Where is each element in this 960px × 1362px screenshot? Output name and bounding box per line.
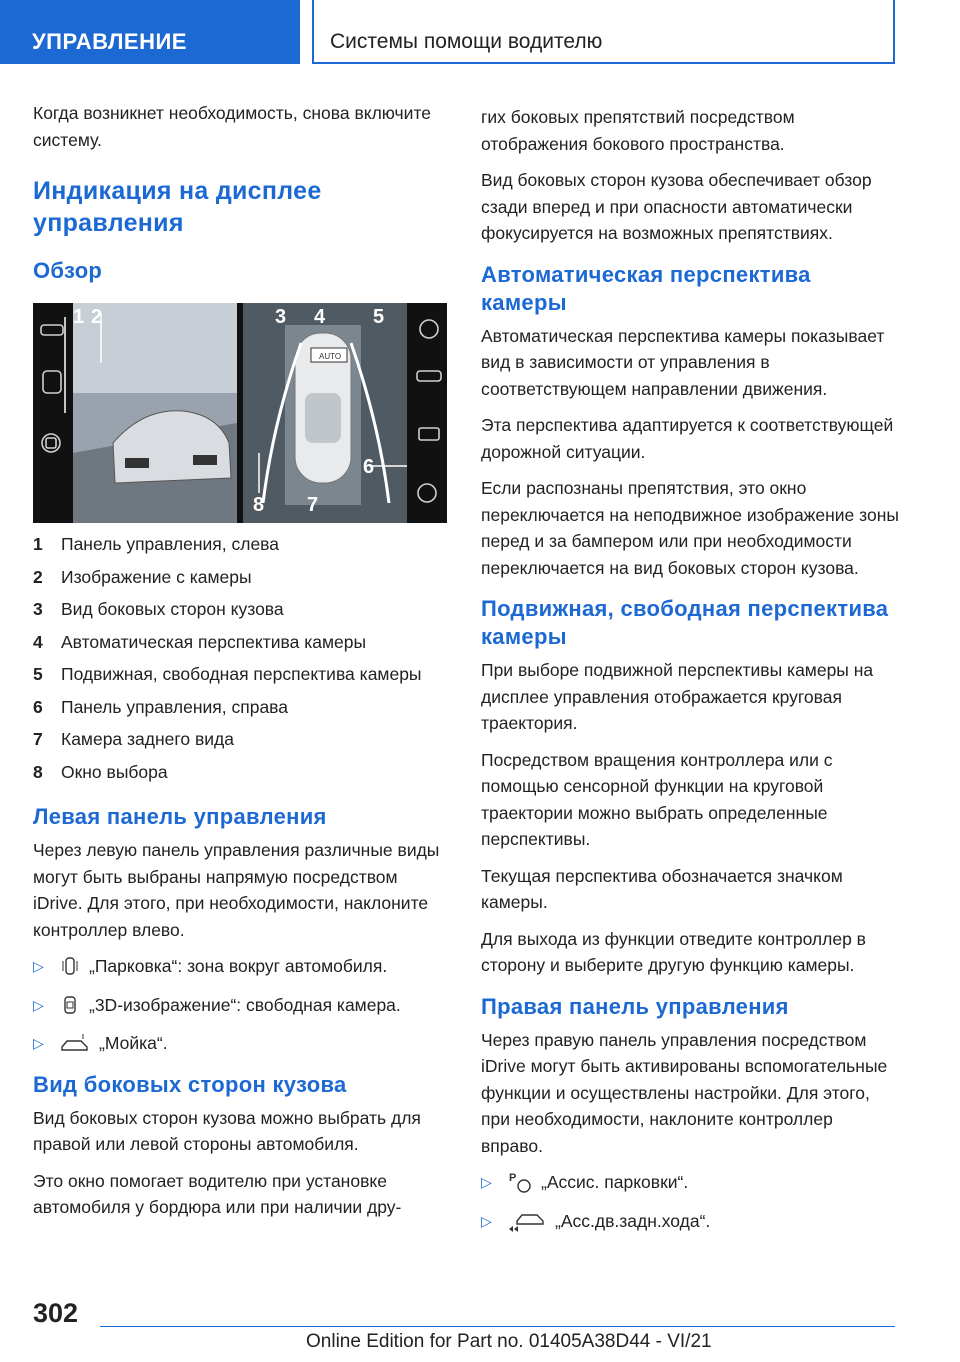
- callout-5: 5: [373, 306, 385, 328]
- right-panel-options: [481, 1169, 899, 1234]
- camera-display-illustration: [33, 303, 447, 523]
- left-column: [33, 100, 451, 1231]
- auto-paragraph-1: Автоматическая перспектива камеры показывает вид в зависимости от управления в соответствующем направлении движения.: [481, 325, 885, 399]
- callout-7: 7: [307, 494, 319, 516]
- auto-paragraph-3: Если распознаны препятствия, это окно переключается на неподвижное изображение зоны перед и за бампером или при необходимости переключается на вид боковых сторон кузова.: [481, 478, 899, 578]
- left-panel-options: [33, 953, 451, 1057]
- legend-item: 2 Изображение с камеры: [33, 566, 252, 587]
- callout-2: 2: [91, 306, 103, 328]
- heading-display-indication: Индикация на дисплее управления: [33, 177, 322, 237]
- footer-divider: [100, 1326, 895, 1327]
- legend-item: 6 Панель управления, справа: [33, 696, 289, 717]
- heading-overview: Обзор: [33, 258, 103, 283]
- svg-text:P: P: [509, 1172, 517, 1185]
- list-item: ▷ P „Ассис. парковки“.: [481, 1169, 899, 1196]
- left-panel-paragraph: Через левую панель управления различные виды могут быть выбраны напрямую посредством iDrive. Для этого, при необходимости, наклоните контроллер влево.: [33, 840, 440, 940]
- heading-left-panel: Левая панель управления: [33, 804, 327, 829]
- side-view-paragraph-2: Это окно помогает водителю при установке автомобиля у бордюра или при наличии дру-: [33, 1170, 402, 1217]
- auto-paragraph-2: Эта перспектива адаптируется к соответствующей дорожной ситуации.: [481, 415, 894, 462]
- legend-item: 1 Панель управления, слева: [33, 534, 280, 554]
- side-view-paragraph-3: Вид боковых сторон кузова обеспечивает обзор сзади вперед и при опасности автоматически фокусируется на возможных препятствиях.: [481, 170, 872, 243]
- continued-paragraph: гих боковых препятствий посредством отображения бокового пространства.: [481, 107, 795, 154]
- section-tab: УПРАВЛЕНИЕ: [0, 0, 300, 64]
- callout-4: 4: [314, 306, 326, 328]
- legend-item: 3 Вид боковых сторон кузова: [33, 599, 284, 619]
- figure-legend: [33, 531, 451, 785]
- chapter-title: Системы помощи водителю: [312, 0, 895, 64]
- heading-side-view: Вид боковых сторон кузова: [33, 1071, 347, 1097]
- side-view-paragraph-1: Вид боковых сторон кузова можно выбрать для правой или левой стороны автомобиля.: [33, 1107, 421, 1154]
- free-paragraph-1: При выборе подвижной перспективы камеры на дисплее управления отображается круговая траектория.: [481, 660, 874, 733]
- parking-assist-icon: [507, 1170, 533, 1194]
- legend-item: 4 Автоматическая перспектива камеры: [33, 631, 367, 652]
- bullet-triangle-icon: ▷: [33, 958, 44, 974]
- legend-item: 8 Окно выбора: [33, 761, 168, 782]
- free-paragraph-3: Текущая перспектива обозначается значком камеры.: [481, 865, 843, 912]
- bullet-triangle-icon: ▷: [33, 996, 44, 1013]
- right-panel-paragraph: Через правую панель управления посредством iDrive могут быть активированы вспомогательные функции и осуществлены настройки. Для этого, при необходимости, наклоните контроллер вправо.: [481, 1029, 888, 1156]
- bullet-triangle-icon: ▷: [481, 1212, 492, 1229]
- bullet-triangle-icon: ▷: [481, 1174, 492, 1190]
- bullet-triangle-icon: ▷: [33, 1035, 44, 1051]
- list-item: ▷ „Асс.дв.задн.хода“.: [481, 1208, 899, 1235]
- camera-display-figure: [33, 303, 447, 523]
- parking-view-icon: [59, 955, 81, 977]
- car-wash-icon: [59, 1032, 91, 1054]
- callout-3: 3: [275, 306, 287, 328]
- intro-paragraph: Когда возникнет необходимость, снова включите систему.: [33, 103, 431, 150]
- page-number: 302: [33, 1298, 79, 1328]
- heading-free-perspective: Подвижная, свободная перспектива камеры: [481, 596, 889, 649]
- free-paragraph-2: Посредством вращения контроллера или с помощью сенсорной функции на круговой траектории можно выбрать определенные перспективы.: [481, 749, 833, 849]
- list-item: ▷ „Мойка“.: [33, 1030, 451, 1057]
- free-paragraph-4: Для выхода из функции отведите контроллер в сторону и выберите другую функцию камеры.: [481, 928, 866, 975]
- reverse-assist-icon: [507, 1209, 547, 1233]
- heading-auto-perspective: Автоматическая перспектива камеры: [481, 261, 811, 315]
- callout-1: 1: [73, 306, 85, 328]
- heading-right-panel: Правая панель управления: [481, 993, 789, 1019]
- 3d-view-icon: [59, 994, 81, 1016]
- edition-text: Online Edition for Part no. 01405A38D44 - VI/21: [306, 1331, 712, 1352]
- legend-item: 7 Камера заднего вида: [33, 729, 234, 749]
- callout-8: 8: [253, 494, 265, 516]
- right-column: [481, 104, 899, 1248]
- callout-6: 6: [363, 456, 375, 478]
- legend-item: 5 Подвижная, свободная перспектива камеры: [33, 664, 422, 684]
- list-item: ▷ „3D-изображение“: свободная камера.: [33, 992, 451, 1019]
- auto-badge-text: AUTO: [319, 352, 342, 361]
- list-item: ▷ „Парковка“: зона вокруг автомобиля.: [33, 953, 451, 980]
